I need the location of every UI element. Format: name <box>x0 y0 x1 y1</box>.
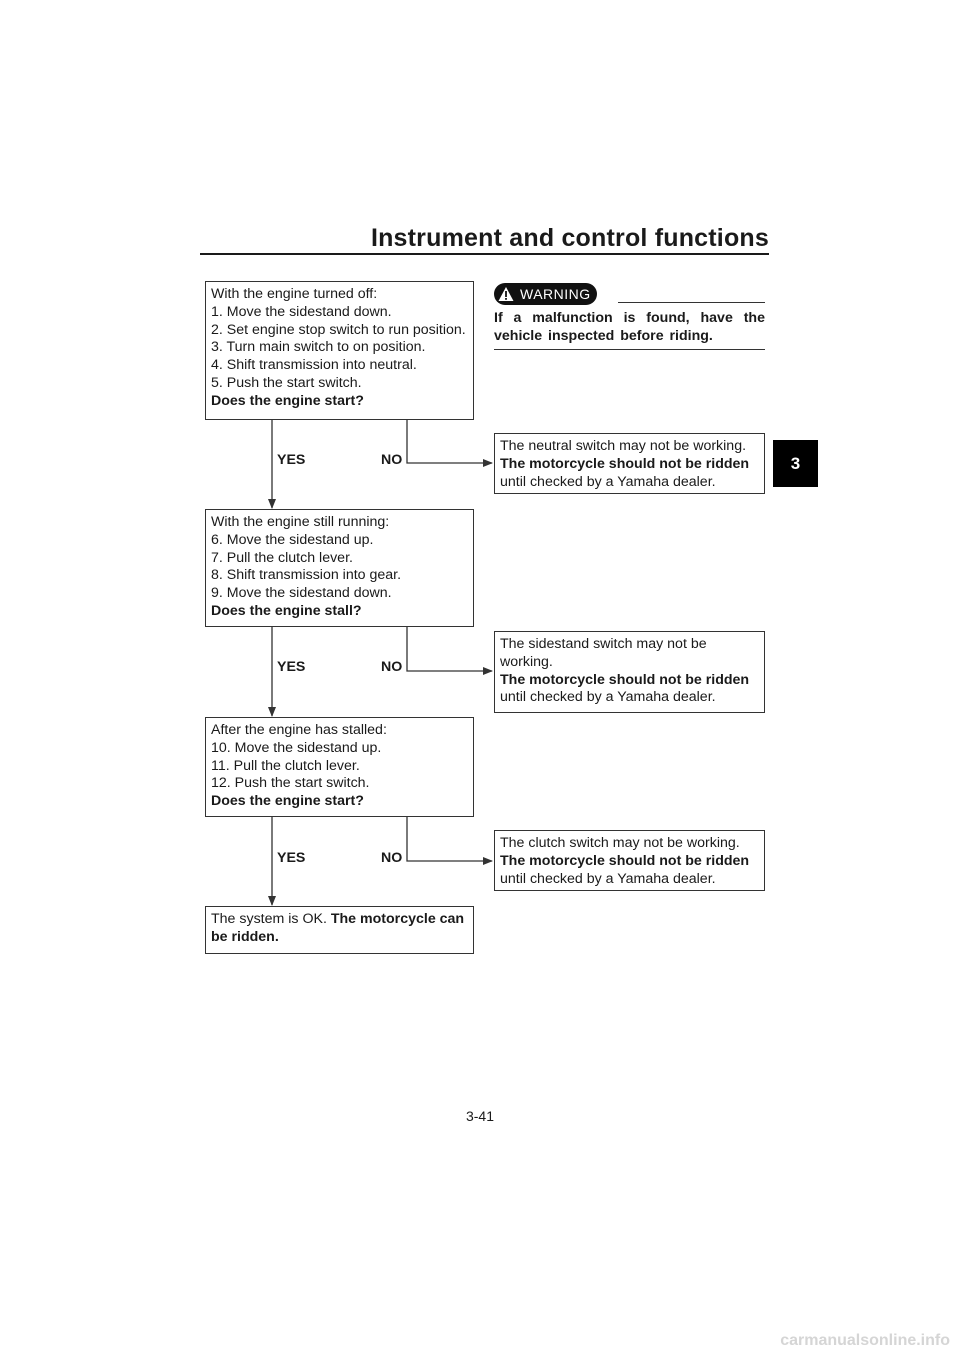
page-number: 3-41 <box>465 1108 495 1124</box>
warning-badge <box>494 283 597 305</box>
outcome-text: The neutral switch may not be working. <box>500 438 747 454</box>
no-connector-1 <box>407 419 492 463</box>
outcome-tail: until checked by a Yamaha dealer. <box>500 870 716 887</box>
step-line: 11. Pull the clutch lever. <box>211 757 360 774</box>
no-label-3: NO <box>381 850 403 866</box>
outcome-text: The sidestand switch may not be working. <box>500 636 707 670</box>
step-line: After the engine has stalled: <box>211 722 387 738</box>
step-line: 1. Move the sidestand down. <box>211 303 392 320</box>
outcome-tail: until checked by a Yamaha dealer. <box>500 689 716 706</box>
step-line: 9. Move the sidestand down. <box>211 585 392 602</box>
step-line: With the engine still running: <box>211 514 390 530</box>
step-question: Does the engine start? <box>211 392 364 409</box>
outcome-tail: until checked by a Yamaha dealer. <box>500 473 716 490</box>
no-label-1: NO <box>381 452 403 468</box>
yes-label-3: YES <box>277 850 306 866</box>
warning-text: If a malfunction is found, have the vehicle inspected before riding. <box>494 310 765 344</box>
step-question: Does the engine stall? <box>211 602 362 619</box>
no-label-2: NO <box>381 659 403 675</box>
yes-label-1: YES <box>277 452 306 468</box>
step-line: With the engine turned off: <box>211 286 378 302</box>
outcome-bold: The motorcycle should not be ridden <box>500 852 750 869</box>
step-line: 2. Set engine stop switch to run position. <box>211 321 466 338</box>
step-line: 3. Turn main switch to on position. <box>211 339 426 356</box>
warning-header <box>494 283 765 309</box>
final-box <box>205 906 474 954</box>
outcome-box-2 <box>494 631 765 713</box>
outcome-box-3 <box>494 830 765 891</box>
warning-rule <box>618 302 765 303</box>
no-connector-2 <box>407 626 492 671</box>
outcome-text: The clutch switch may not be working. <box>500 835 740 851</box>
outcome-bold: The motorcycle should not be ridden <box>500 455 750 472</box>
chapter-tab[interactable]: 3 <box>773 440 818 487</box>
footer-watermark[interactable]: carmanualsonline.info <box>780 1332 950 1349</box>
step-box-2 <box>205 509 474 627</box>
final-text <box>211 911 468 947</box>
yes-label-2: YES <box>277 659 306 675</box>
warning-label: WARNING <box>520 286 591 302</box>
step-question: Does the engine start? <box>211 793 364 810</box>
step-line: 6. Move the sidestand up. <box>211 531 374 548</box>
final-ok: The system is OK. <box>211 911 327 927</box>
outcome-box-1 <box>494 433 765 494</box>
warning-bottom-rule <box>494 349 765 350</box>
step-line: 10. Move the sidestand up. <box>211 739 382 756</box>
page-title: Instrument and control functions <box>370 224 769 252</box>
step-line: 4. Shift transmission into neutral. <box>211 357 417 374</box>
step-line: 12. Push the start switch. <box>211 775 370 792</box>
outcome-bold: The motorcycle should not be ridden <box>500 671 750 688</box>
final-bold: The motorcycle can be ridden. <box>211 911 465 945</box>
step-line: 5. Push the start switch. <box>211 374 362 391</box>
warning-triangle-icon <box>498 286 514 302</box>
step-line: 8. Shift transmission into gear. <box>211 567 402 584</box>
no-connector-3 <box>407 816 492 861</box>
step-box-1 <box>205 281 474 420</box>
step-box-3 <box>205 717 474 817</box>
step-line: 7. Pull the clutch lever. <box>211 549 353 566</box>
